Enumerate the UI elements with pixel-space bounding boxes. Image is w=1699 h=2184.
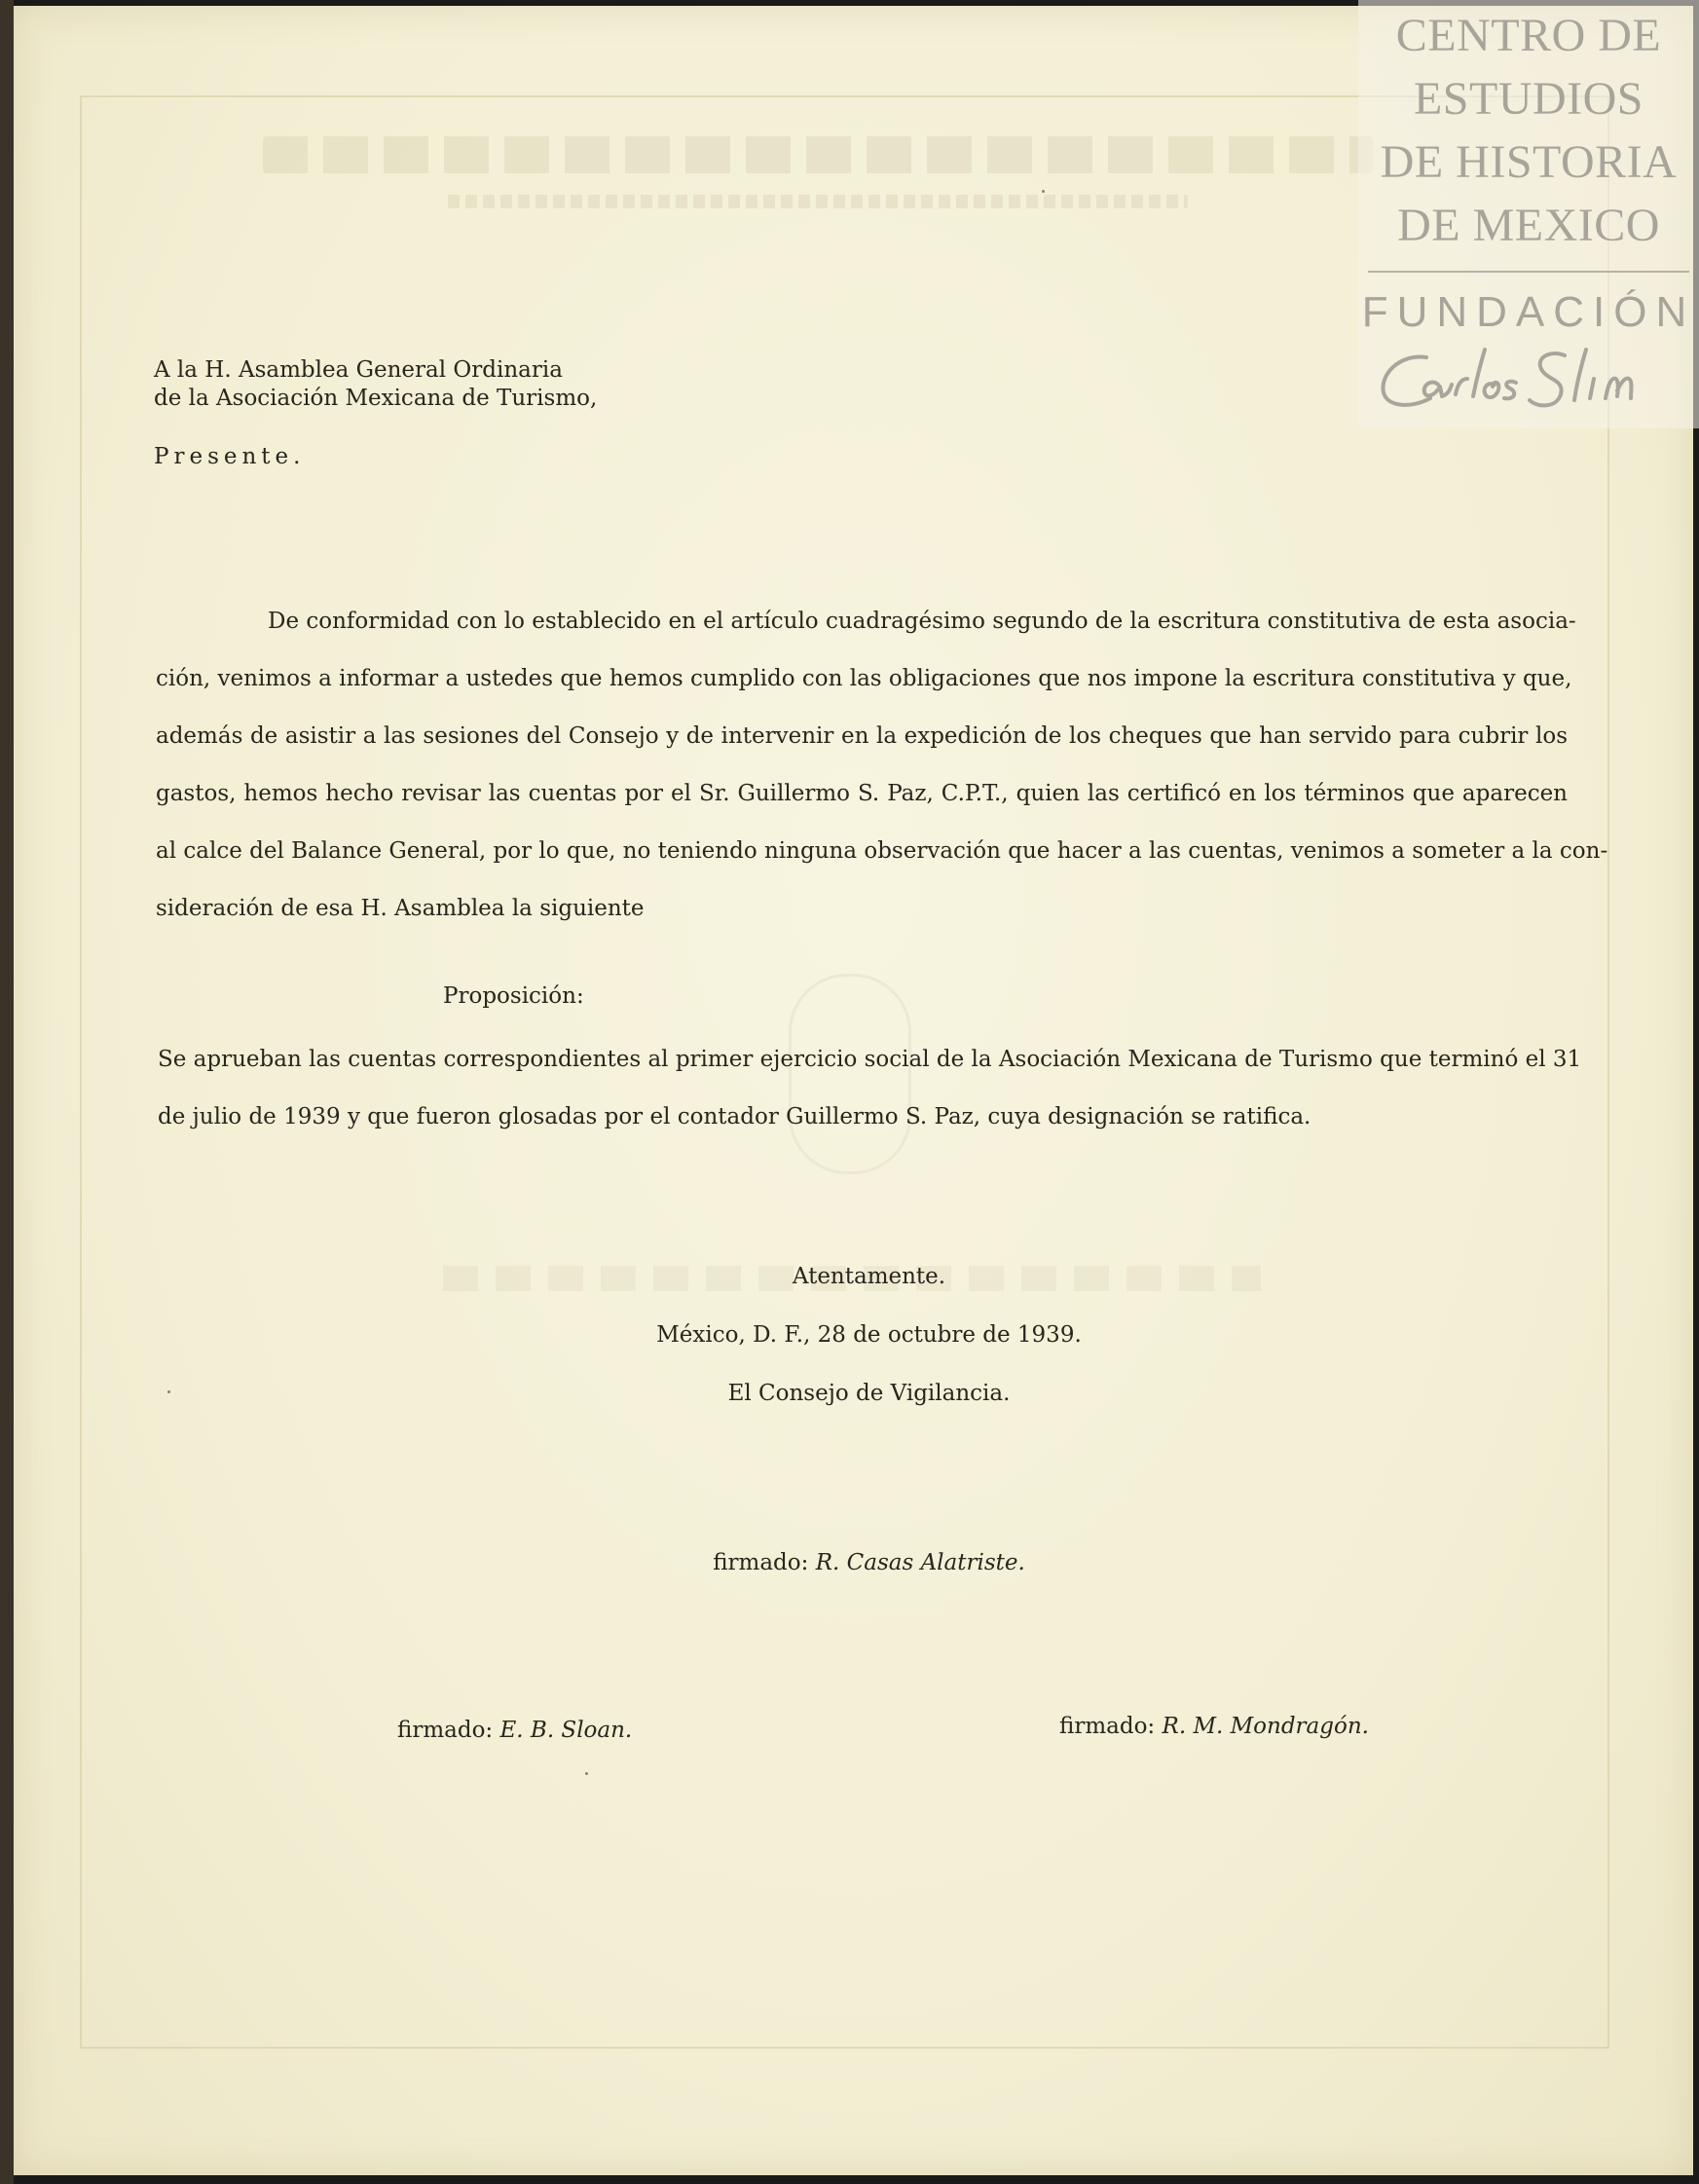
signature-prefix: firmado:	[1059, 1714, 1156, 1739]
place-date: México, D. F., 28 de octubre de 1939.	[656, 1322, 1082, 1348]
proposition-line: Se aprueban las cuentas correspondientes al primer ejercicio social de la Asociación Mexicana de Turismo que terminó el 31	[158, 1047, 1582, 1072]
signature-name: R. Casas Alatriste.	[815, 1550, 1025, 1575]
closing-atentamente: Atentamente.	[792, 1264, 946, 1289]
salutation: Presente.	[154, 444, 306, 469]
address-line: A la H. Asamblea General Ordinaria	[154, 357, 563, 383]
signature-name: E. B. Sloan.	[499, 1718, 633, 1743]
proposition-line: de julio de 1939 y que fueron glosadas por el contador Guillermo S. Paz, cuya designación se ratifica.	[158, 1104, 1311, 1129]
proposition-title: Proposición:	[443, 983, 584, 1009]
recipient-address	[154, 356, 597, 413]
watermark-rule	[1368, 271, 1689, 273]
watermark-line: ESTUDIOS	[1413, 73, 1644, 125]
watermark-fundacion: FUNDACIÓN	[1361, 288, 1696, 336]
body-line: además de asistir a las sesiones del Consejo y de intervenir en la expedición de los cheques que han servido para cubrir los	[156, 723, 1568, 749]
body-line: sideración de esa H. Asamblea la siguiente	[156, 896, 645, 921]
signature-prefix: firmado:	[397, 1718, 494, 1743]
watermark-line: CENTRO DE	[1395, 10, 1662, 61]
scan-left-edge	[0, 0, 14, 2184]
council-name: El Consejo de Vigilancia.	[727, 1381, 1011, 1406]
watermark-line: DE MEXICO	[1397, 200, 1660, 251]
paper-speck	[585, 1772, 588, 1775]
watermark-line: DE HISTORIA	[1380, 136, 1678, 188]
signature-right	[1059, 1714, 1369, 1739]
proposition-paragraph	[158, 1040, 1582, 1155]
signature-name: R. M. Mondragón.	[1162, 1714, 1369, 1739]
address-line: de la Asociación Mexicana de Turismo,	[154, 386, 598, 411]
watermark-signature	[1370, 336, 1691, 424]
signature-prefix: firmado:	[713, 1550, 809, 1575]
body-line: al calce del Balance General, por lo que, no teniendo ninguna observación que hacer a las cuentas, venimos a someter a la con-	[156, 838, 1608, 864]
body-paragraph	[156, 602, 1608, 946]
body-line: De conformidad con lo establecido en el artículo cuadragésimo segundo de la escritura constitutiva de esta asocia-	[268, 609, 1576, 634]
paper-speck	[167, 1390, 170, 1393]
body-line: gastos, hemos hecho revisar las cuentas por el Sr. Guillermo S. Paz, C.P.T., quien las certificó en los términos que aparecen	[156, 781, 1568, 806]
body-line: ción, venimos a informar a ustedes que hemos cumplido con las obligaciones que nos impone la escritura constitutiva y que,	[156, 666, 1572, 691]
paper-speck	[1042, 190, 1045, 193]
ghost-letterhead	[263, 136, 1373, 224]
signature-left	[397, 1718, 632, 1743]
signature-center	[19, 1550, 1699, 1575]
